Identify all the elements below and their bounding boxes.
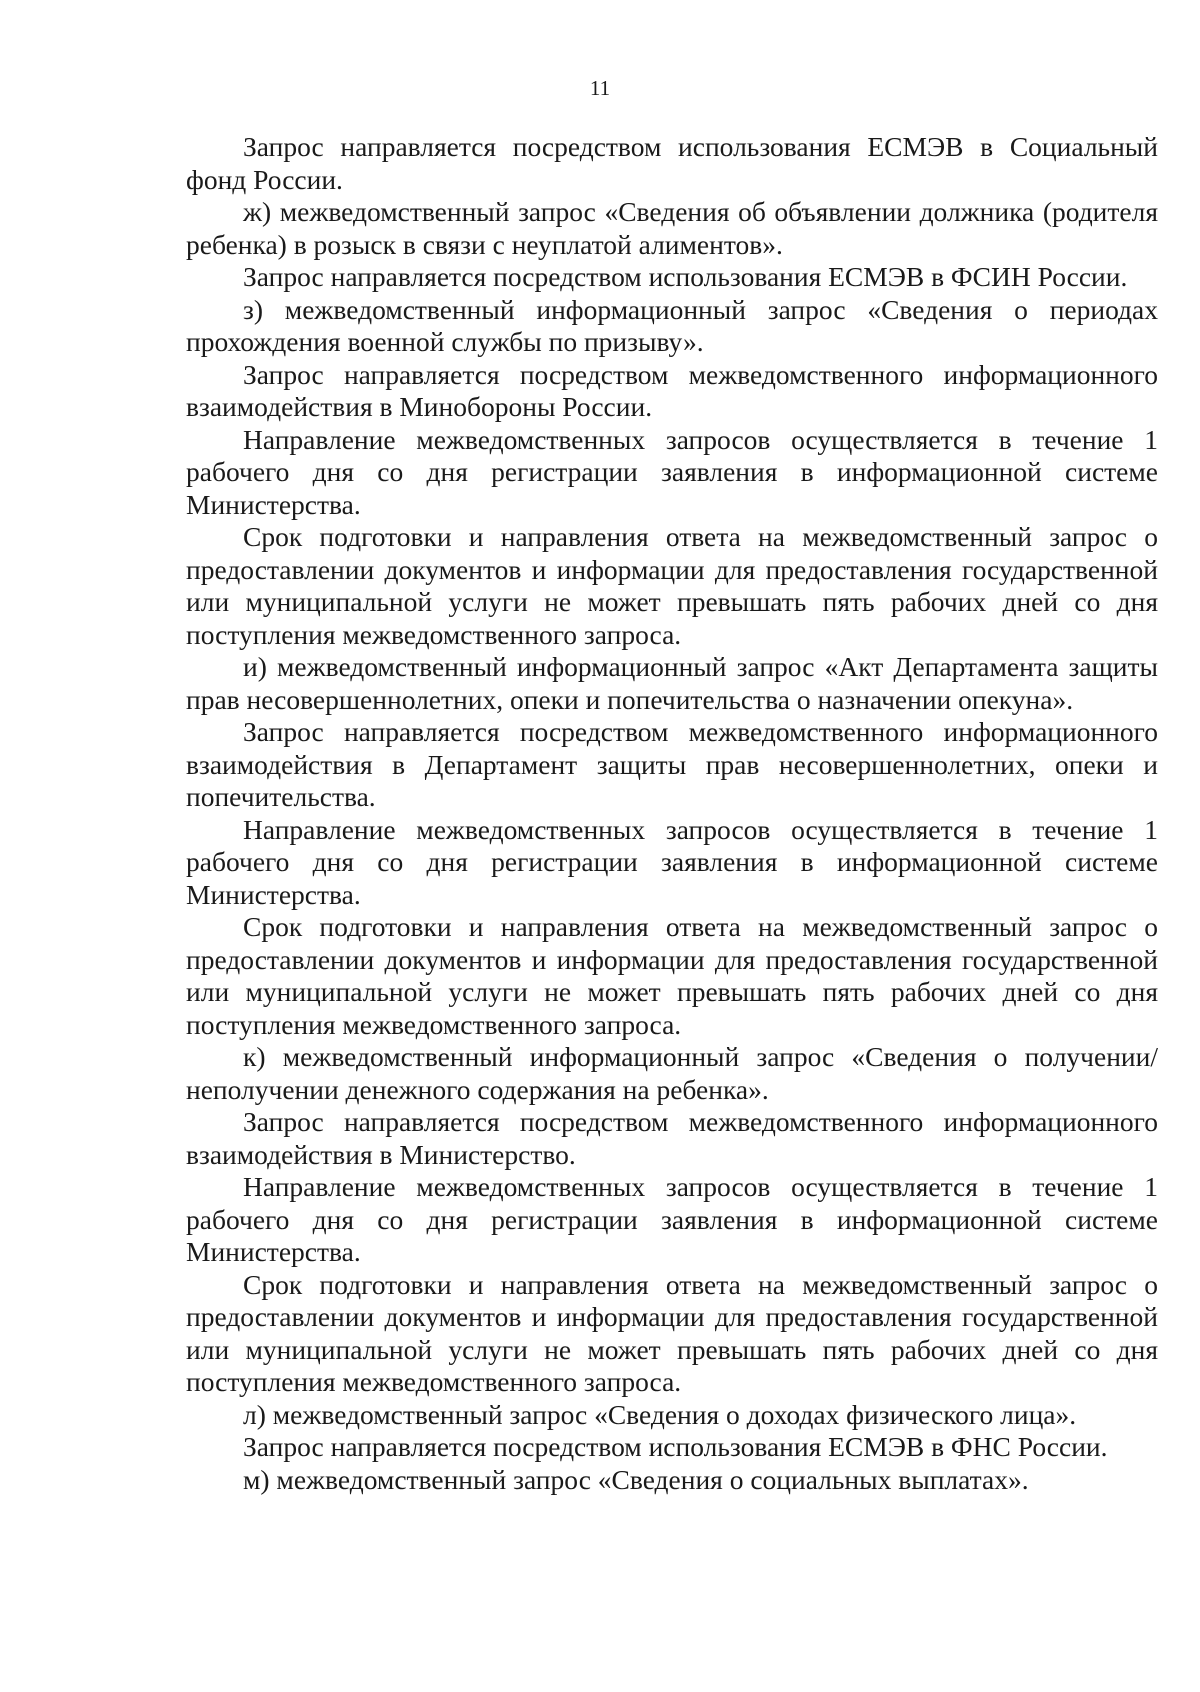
paragraph-16: л) межведомственный запрос «Сведения о доходах физического лица». [243,1398,1077,1430]
document-body [186,131,1158,1496]
paragraph-2: ж) межведомственный запрос «Сведения об объявлении должника (родителя ребенка) в розыск в связи с неуплатой алиментов». [186,196,1158,260]
paragraph-5: Запрос направляется посредством межведомственного информационного взаимодействия в Минобороны России. [186,358,1158,422]
paragraph-11: Срок подготовки и направления ответа на межведомственный запрос о предоставлении документов и информации для предоставления государственной или муниципальной услуги не может превышать пять рабочих дней со дня поступления межведомственного запроса. [186,911,1158,1040]
paragraph-6: Направление межведомственных запросов осуществляется в течение 1 рабочего дня со дня регистрации заявления в информационной системе Министерства. [186,423,1158,520]
paragraph-3: Запрос направляется посредством использования ЕСМЭВ в ФСИН России. [243,261,1128,292]
paragraph-1: Запрос направляется посредством использования ЕСМЭВ в Социальный фонд России. [186,131,1158,195]
paragraph-7: Срок подготовки и направления ответа на межведомственный запрос о предоставлении документов и информации для предоставления государственной или муниципальной услуги не может превышать пять рабочих дней со дня поступления межведомственного запроса. [186,521,1158,650]
page-number: 11 [589,76,611,100]
paragraph-15: Срок подготовки и направления ответа на межведомственный запрос о предоставлении документов и информации для предоставления государственной или муниципальной услуги не может превышать пять рабочих дней со дня поступления межведомственного запроса. [186,1268,1158,1397]
paragraph-10: Направление межведомственных запросов осуществляется в течение 1 рабочего дня со дня регистрации заявления в информационной системе Министерства. [186,813,1158,910]
paragraph-17: Запрос направляется посредством использования ЕСМЭВ в ФНС России. [243,1431,1108,1462]
paragraph-12: к) межведомственный информационный запрос «Сведения о получении/неполучении денежного содержания на ребенка». [186,1041,1158,1105]
paragraph-4: з) межведомственный информационный запрос «Сведения о периодах прохождения военной службы по призыву». [186,293,1158,357]
paragraph-18: м) межведомственный запрос «Сведения о социальных выплатах». [243,1463,1029,1495]
paragraph-13: Запрос направляется посредством межведомственного информационного взаимодействия в Министерство. [186,1106,1158,1170]
paragraph-14: Направление межведомственных запросов осуществляется в течение 1 рабочего дня со дня регистрации заявления в информационной системе Министерства. [186,1171,1158,1267]
paragraph-9: Запрос направляется посредством межведомственного информационного взаимодействия в Департамент защиты прав несовершеннолетних, опеки и попечительства. [186,716,1158,812]
paragraph-8: и) межведомственный информационный запрос «Акт Департамента защиты прав несовершеннолетних, опеки и попечительства о назначении опекуна». [186,651,1158,715]
